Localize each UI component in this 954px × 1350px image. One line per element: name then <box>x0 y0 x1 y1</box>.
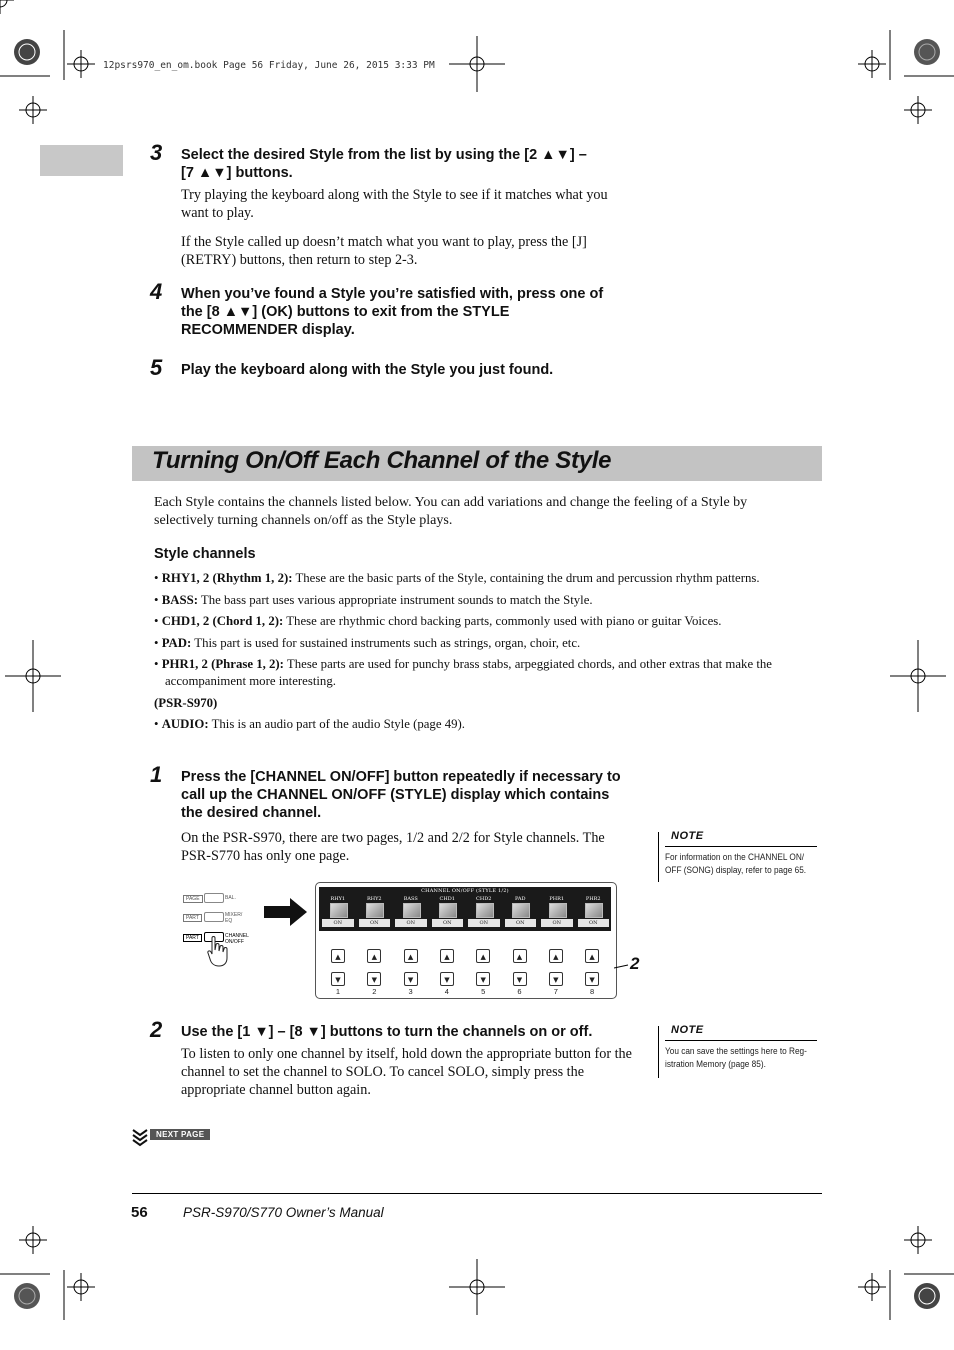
channel-on-indicator: ON <box>541 919 573 927</box>
channel-on-indicator: ON <box>432 919 464 927</box>
section-intro: Each Style contains the channels listed below. You can add variations and change the feeling of a Style by selectively turning channels on/off as the Style plays. <box>154 495 748 528</box>
step-heading: Select the desired Style from the list by using the [2 ▲▼] – [7 ▲▼] buttons. <box>181 147 587 181</box>
channel-on-indicator: ON <box>578 919 610 927</box>
channel-down-button-6[interactable]: ▼ <box>513 972 527 986</box>
channel-up-button-3[interactable]: ▲ <box>404 949 418 963</box>
manual-name: PSR-S970/S770 Owner’s Manual <box>183 1205 384 1220</box>
next-page-label: NEXT PAGE <box>150 1129 210 1140</box>
footer-rule <box>132 1193 822 1194</box>
instrument-icon <box>439 903 457 918</box>
note-box <box>658 1026 819 1078</box>
channel-down-button-8[interactable]: ▼ <box>585 972 599 986</box>
step-number: 2 <box>150 1017 163 1042</box>
lcd-channel-chd1 <box>431 896 465 930</box>
arrow-right-icon <box>264 897 308 927</box>
instrument-icon <box>476 903 494 918</box>
side-tab <box>40 145 123 176</box>
channel-on-indicator: ON <box>395 919 427 927</box>
channel-down-button-5[interactable]: ▼ <box>476 972 490 986</box>
instrument-icon <box>585 903 603 918</box>
instrument-icon <box>549 903 567 918</box>
step-number: 4 <box>150 279 163 304</box>
lcd-channel-name: PHR1 <box>549 896 565 902</box>
lcd-channel-bass <box>394 896 428 930</box>
step-heading: Use the [1 ▼] – [8 ▼] buttons to turn the channels on or off. <box>181 1024 593 1040</box>
channel-up-button-2[interactable]: ▲ <box>367 949 381 963</box>
double-chevron-down-icon <box>132 1128 148 1148</box>
step-heading: Press the [CHANNEL ON/OFF] button repeatedly if necessary to call up the CHANNEL ON/OFF (STYLE) display which contains the desired channel. <box>181 769 621 821</box>
button-number-label: 7 <box>553 987 558 996</box>
list-item: • RHY1, 2 (Rhythm 1, 2): These are the basic parts of the Style, containing the drum and percussion rhythm patterns. <box>154 571 760 585</box>
step-paragraph: Try playing the keyboard along with the Style to see if it matches what you want to play. <box>181 187 608 221</box>
list-item: • PHR1, 2 (Phrase 1, 2): These parts are used for punchy brass stabs, arpeggiated chords, and other extras that make the <box>154 657 772 671</box>
bal-button <box>204 893 224 903</box>
note-box <box>658 832 819 882</box>
lcd-channel-phr1 <box>540 896 574 930</box>
lcd-channel-name: CHD2 <box>476 896 492 902</box>
button-number-label: 8 <box>590 987 595 996</box>
note-label: NOTE <box>671 1024 704 1036</box>
step-number: 1 <box>150 762 163 787</box>
channel-down-button-4[interactable]: ▼ <box>440 972 454 986</box>
lcd-channel-name: CHD1 <box>439 896 455 902</box>
step-paragraph: On the PSR-S970, there are two pages, 1/2 and 2/2 for Style channels. The PSR-S770 has only one page. <box>181 830 605 864</box>
note-text: For information on the CHANNEL ON/ OFF (SONG) display, refer to page 65. <box>665 852 807 876</box>
channel-down-button-3[interactable]: ▼ <box>404 972 418 986</box>
channel-on-indicator: ON <box>505 919 537 927</box>
button-number-label: 3 <box>408 987 413 996</box>
bullet-list: • RHY1, 2 (Rhythm 1, 2): These are the basic parts of the Style, containing the drum and percussion rhythm patterns. • BASS: The bass part uses various appropriate instrument sounds to match the Style. • CHD1, 2 (Chord 1, 2): These are rhythmic chord backing parts, commonly used with piano or guitar Voices. • PAD: This part is used for sustained instruments such as strings, organ, choir, etc. • PHR1, 2 (Phrase 1, 2): These parts are used for punchy brass stabs, arpeggiated chords, and other extras that make the accompaniment more interesting. (PSR-S970) • AUDIO: This is an audio part of the audio Style (page 49). <box>154 570 824 733</box>
button-number-label: 1 <box>335 987 341 996</box>
lcd-channel-name: RHY1 <box>330 896 346 902</box>
channel-up-button-7[interactable]: ▲ <box>549 949 563 963</box>
lcd-channel-name: PAD <box>514 896 526 902</box>
lcd-channel-name: RHY2 <box>366 896 382 902</box>
page-number: 56 <box>131 1204 148 1221</box>
print-header: 12psrs970_en_om.book Page 56 Friday, June 26, 2015 3:33 PM <box>103 60 435 71</box>
lcd-channel-rhy2 <box>358 896 392 930</box>
step-paragraph: To listen to only one channel by itself, hold down the appropriate button for the channel to set the channel to SOLO. To cancel SOLO, simply press the appropriate channel button again. <box>181 1046 632 1098</box>
channel-on-indicator: ON <box>359 919 391 927</box>
button-number-label: 5 <box>481 987 486 996</box>
channel-up-button-1[interactable]: ▲ <box>331 949 345 963</box>
channel-up-button-6[interactable]: ▲ <box>513 949 527 963</box>
list-item: • PAD: This part is used for sustained instruments such as strings, organ, choir, etc. <box>154 635 581 650</box>
channel-up-button-5[interactable]: ▲ <box>476 949 490 963</box>
step-number: 5 <box>150 355 163 380</box>
step-heading: When you’ve found a Style you’re satisfied with, press one of the [8 ▲▼] (OK) buttons to exit from the STYLE RECOMMENDER display. <box>181 286 604 338</box>
list-item: • BASS: The bass part uses various appropriate instrument sounds to match the Style. <box>154 592 593 607</box>
instrument-icon <box>512 903 530 918</box>
pressing-hand-icon <box>206 934 240 968</box>
button-number-label: 6 <box>517 987 522 996</box>
callout-label: 2 <box>630 954 640 973</box>
list-item: • CHD1, 2 (Chord 1, 2): These are rhythmic chord backing parts, commonly used with piano or guitar Voices. <box>154 614 722 628</box>
panel-buttons-illustration: PAGE BAL. PART MIXER/ EQ PART CHANNEL ON/OFF <box>178 888 258 968</box>
channel-down-button-7[interactable]: ▼ <box>549 972 563 986</box>
lcd-channel-pad <box>504 896 538 930</box>
button-number-label: 2 <box>372 987 377 996</box>
step-number: 3 <box>150 140 163 165</box>
step-heading: Play the keyboard along with the Style you just found. <box>181 362 554 378</box>
channel-on-indicator: ON <box>468 919 500 927</box>
button-number-label: 4 <box>444 987 449 996</box>
instrument-icon <box>366 903 384 918</box>
channel-up-button-4[interactable]: ▲ <box>440 949 454 963</box>
channel-down-button-2[interactable]: ▼ <box>367 972 381 986</box>
mixer-button <box>204 912 224 922</box>
list-item: • AUDIO: This is an audio part of the audio Style (page 49). <box>154 717 465 731</box>
lcd-title: CHANNEL ON/OFF (STYLE 1/2) <box>421 888 509 894</box>
note-label: NOTE <box>671 830 704 842</box>
note-text: You can save the settings here to Reg- istration Memory (page 85). <box>665 1046 807 1070</box>
step-paragraph: If the Style called up doesn’t match what you want to play, press the [J] (RETRY) buttons, then return to step 2-3. <box>181 234 587 268</box>
instrument-icon <box>403 903 421 918</box>
channel-up-button-8[interactable]: ▲ <box>585 949 599 963</box>
instrument-icon <box>330 903 348 918</box>
channel-down-button-1[interactable]: ▼ <box>331 972 345 986</box>
subheading-style-channels: Style channels <box>154 546 256 562</box>
lcd-channel-phr2 <box>577 896 611 930</box>
lcd-screen <box>319 887 611 931</box>
section-title: Turning On/Off Each Channel of the Style <box>152 447 612 474</box>
lcd-channel-rhy1 <box>321 896 355 930</box>
lcd-channel-name: BASS <box>403 896 418 902</box>
model-note: (PSR-S970) <box>154 695 218 710</box>
lcd-channel-name: PHR2 <box>585 896 601 902</box>
channel-on-indicator: ON <box>322 919 354 927</box>
lcd-channel-chd2 <box>467 896 501 930</box>
